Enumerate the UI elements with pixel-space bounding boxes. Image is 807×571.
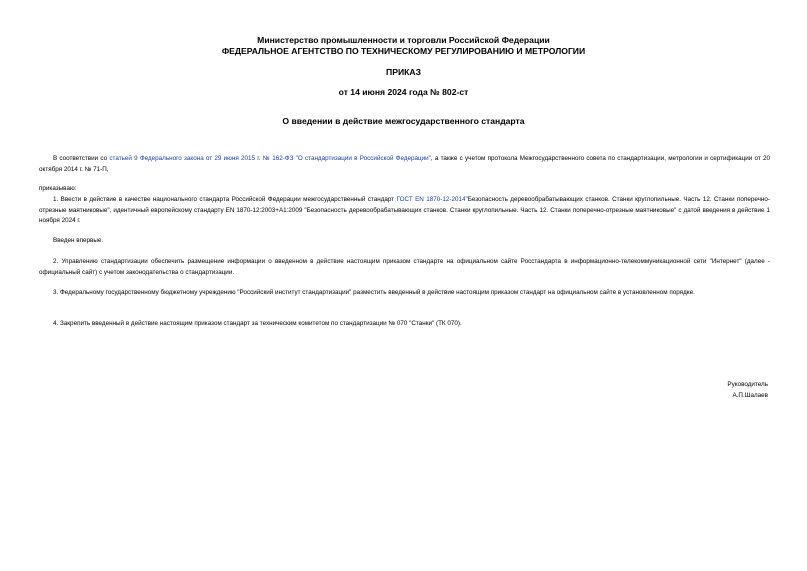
document-subject: О введении в действие межгосударственного стандарта — [282, 116, 525, 126]
item-2-paragraph: 2. Управлению стандартизации обеспечить размещение информации о введенном в действие настоящим приказом стандарте на официальном сайте Росстандарта в информационно-телекоммуникационной сети "Интернет" (далее - официальный сайт) с учетом законодательства о стандартизации. — [39, 258, 770, 276]
preamble-paragraph — [39, 154, 770, 175]
ministry-title: Министерство промышленности и торговли Российской Федерации — [257, 35, 550, 45]
signatory-title: Руководитель — [727, 381, 768, 388]
item-4-paragraph: 4. Закрепить введенный в действие настоящим приказом стандарт за техническим комитетом по стандартизации № 070 "Станки" (ТК 070). — [53, 320, 462, 327]
preamble-text-start: В соответствии со — [53, 155, 110, 162]
item-1-paragraph — [39, 195, 770, 227]
agency-title: ФЕДЕРАЛЬНОЕ АГЕНТСТВО ПО ТЕХНИЧЕСКОМУ РЕГУЛИРОВАНИЮ И МЕТРОЛОГИИ — [221, 46, 586, 56]
document-type: ПРИКАЗ — [386, 67, 421, 77]
document-date-number: от 14 июня 2024 года № 802-ст — [338, 87, 469, 97]
introduced-note: Введен впервые. — [53, 237, 104, 244]
item-1-text-start: 1. Ввести в действие в качестве национального стандарта Российской Федерации межгосударственный стандарт — [53, 196, 397, 203]
gost-standard-link[interactable]: ГОСТ EN 1870-12-2014 — [396, 196, 466, 203]
signatory-name: А.П.Шалаев — [732, 392, 768, 399]
item-1-text-end: "Безопасность деревообрабатывающих станков. Станки круглопильные. Часть 12. Станки поперечно-отрезные маятниковые", идентичный европейскому стандарту EN 1870-12:2003+A1:2009 "Безопасность деревообрабатывающих станков. Станки круглопильные. Часть 12. Станки поперечно-отрезные маятниковые" с датой введения в действие 1 ноября 2024 г. — [39, 196, 770, 224]
item-3-paragraph: 3. Федеральному государственному бюджетному учреждению "Российский институт стандартизации" разместить введенный в действие настоящим приказом стандарт на официальном сайте в установленном порядке. — [53, 289, 695, 296]
federal-law-link[interactable]: статьей 9 Федерального закона от 29 июня 2015 г. № 162-ФЗ "О стандартизации в Российской Федерации" — [109, 155, 431, 162]
preamble-text-end: , а также с учетом протокола Межгосударственного совета по стандартизации, метрологии и сертификации от 20 октября 2014 г. № 71-П, — [39, 155, 770, 173]
order-word: приказываю: — [39, 185, 77, 192]
